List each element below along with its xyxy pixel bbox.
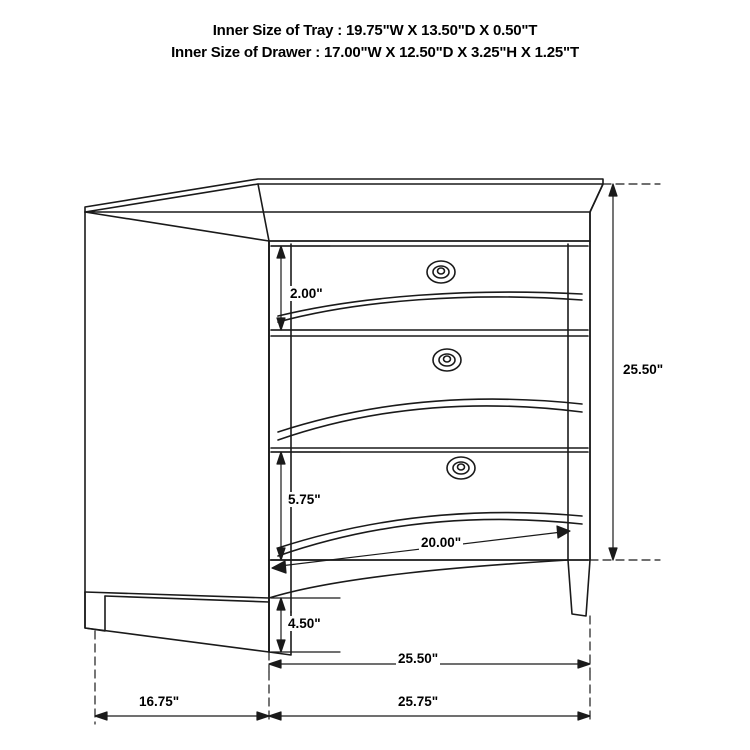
dim-drawer-top-height: 2.00" xyxy=(290,286,323,301)
cabinet-front-posts xyxy=(269,241,568,652)
drawer-knob-middle xyxy=(433,349,461,371)
cabinet-front-face xyxy=(269,212,590,560)
dim-leg-height: 4.50" xyxy=(288,616,321,631)
drawer-middle xyxy=(271,336,588,448)
dim-depth: 16.75" xyxy=(139,694,180,709)
dim-front-width-inner: 25.50" xyxy=(398,651,439,666)
drawer-knob-top xyxy=(427,261,455,283)
dim-overall-height: 25.50" xyxy=(623,362,664,377)
header-line-drawer: Inner Size of Drawer : 17.00"W X 12.50"D X 3.25"H X 1.25"T xyxy=(171,44,579,61)
dim-drawer-front-width: 20.00" xyxy=(421,535,462,550)
cabinet-left-side xyxy=(85,212,269,652)
cabinet-legs xyxy=(85,560,590,655)
dimension-lines xyxy=(95,184,660,724)
dim-overall-width: 25.75" xyxy=(398,694,439,709)
dim-drawer-bottom-height: 5.75" xyxy=(288,492,321,507)
header-line-tray: Inner Size of Tray : 19.75"W X 13.50"D X 0.50"T xyxy=(212,22,538,39)
drawer-knob-bottom xyxy=(447,457,475,479)
cabinet-top-surface xyxy=(85,179,603,212)
